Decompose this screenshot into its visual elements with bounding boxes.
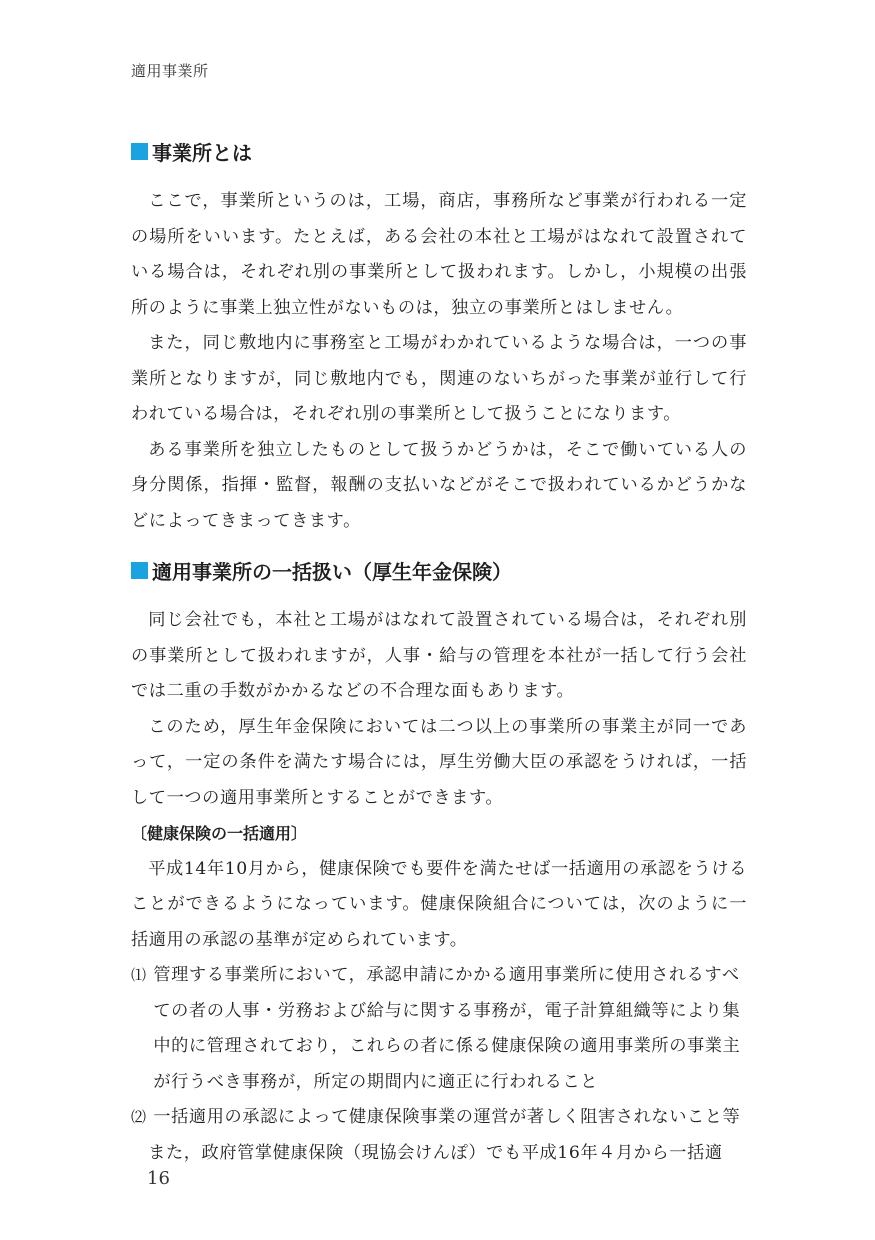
section-heading-text: 事業所とは: [152, 140, 252, 165]
subheading: 〔健康保険の一括適用〕: [131, 824, 308, 843]
list-item-text: 一括適用の承認によって健康保険事業の運営が著しく阻害されないこと等: [153, 1107, 741, 1127]
paragraph: 平成14年10月から，健康保険でも要件を満たせば一括適用の承認をうけることができるようになっています。健康保険組合については，次のように一括適用の承認の基準が定められています。: [131, 858, 747, 950]
section-body: [131, 184, 747, 539]
paragraph: ここで，事業所というのは，工場，商店，事務所など事業が行われる一定の場所をいいます。たとえば，ある会社の本社と工場がはなれて設置されている場合は，それぞれ別の事業所として扱われます。しかし，小規模の出張所のように事業上独立性がないものは，独立の事業所とはしません。: [131, 191, 747, 318]
page-content: [131, 130, 747, 1171]
paragraph: また，同じ敷地内に事務室と工場がわかれているような場合は，一つの事業所となりますが，同じ敷地内でも，関連のないちがった事業が並行して行われている場合は，それぞれ別の事業所として扱うことになります。: [131, 333, 747, 424]
page-number: 16: [147, 1168, 170, 1189]
section-heading-ikkatsu: [131, 549, 747, 591]
section-heading-text: 適用事業所の一括扱い（厚生年金保険）: [152, 559, 512, 584]
running-head: 適用事業所: [131, 62, 209, 80]
paragraph: 同じ会社でも，本社と工場がはなれて設置されている場合は，それぞれ別の事業所として扱われますが，人事・給与の管理を本社が一括して行う会社では二重の手数がかかるなどの不合理な面もあります。: [131, 610, 747, 701]
list-number: ⑴: [131, 966, 147, 984]
paragraph: また，政府管掌健康保険（現協会けんぽ）でも平成16年４月から一括適: [148, 1142, 723, 1163]
section-body: [131, 603, 747, 1171]
square-bullet-icon: [131, 143, 148, 160]
list-item: [131, 958, 747, 1100]
square-bullet-icon: [131, 562, 148, 579]
paragraph: このため，厚生年金保険においては二つ以上の事業所の事業主が同一であって，一定の条件を満たす場合には，厚生労働大臣の承認をうければ，一括して一つの適用事業所とすることができます。: [131, 716, 747, 808]
list-item-text: 管理する事業所において，承認申請にかかる適用事業所に使用されるすべての者の人事・労務および給与に関する事務が，電子計算組織等により集中的に管理されており，これらの者に係る健康保険の適用事業所の事業主が行うべき事務が，所定の期間内に適正に行われること: [153, 965, 741, 1092]
paragraph: ある事業所を独立したものとして扱うかどうかは，そこで働いている人の身分関係，指揮・監督，報酬の支払いなどがそこで扱われているかどうかなどによってきまってきます。: [131, 439, 747, 531]
section-heading-jigyosho: [131, 130, 747, 172]
list-number: ⑵: [131, 1108, 147, 1126]
list-item: [131, 1100, 747, 1136]
